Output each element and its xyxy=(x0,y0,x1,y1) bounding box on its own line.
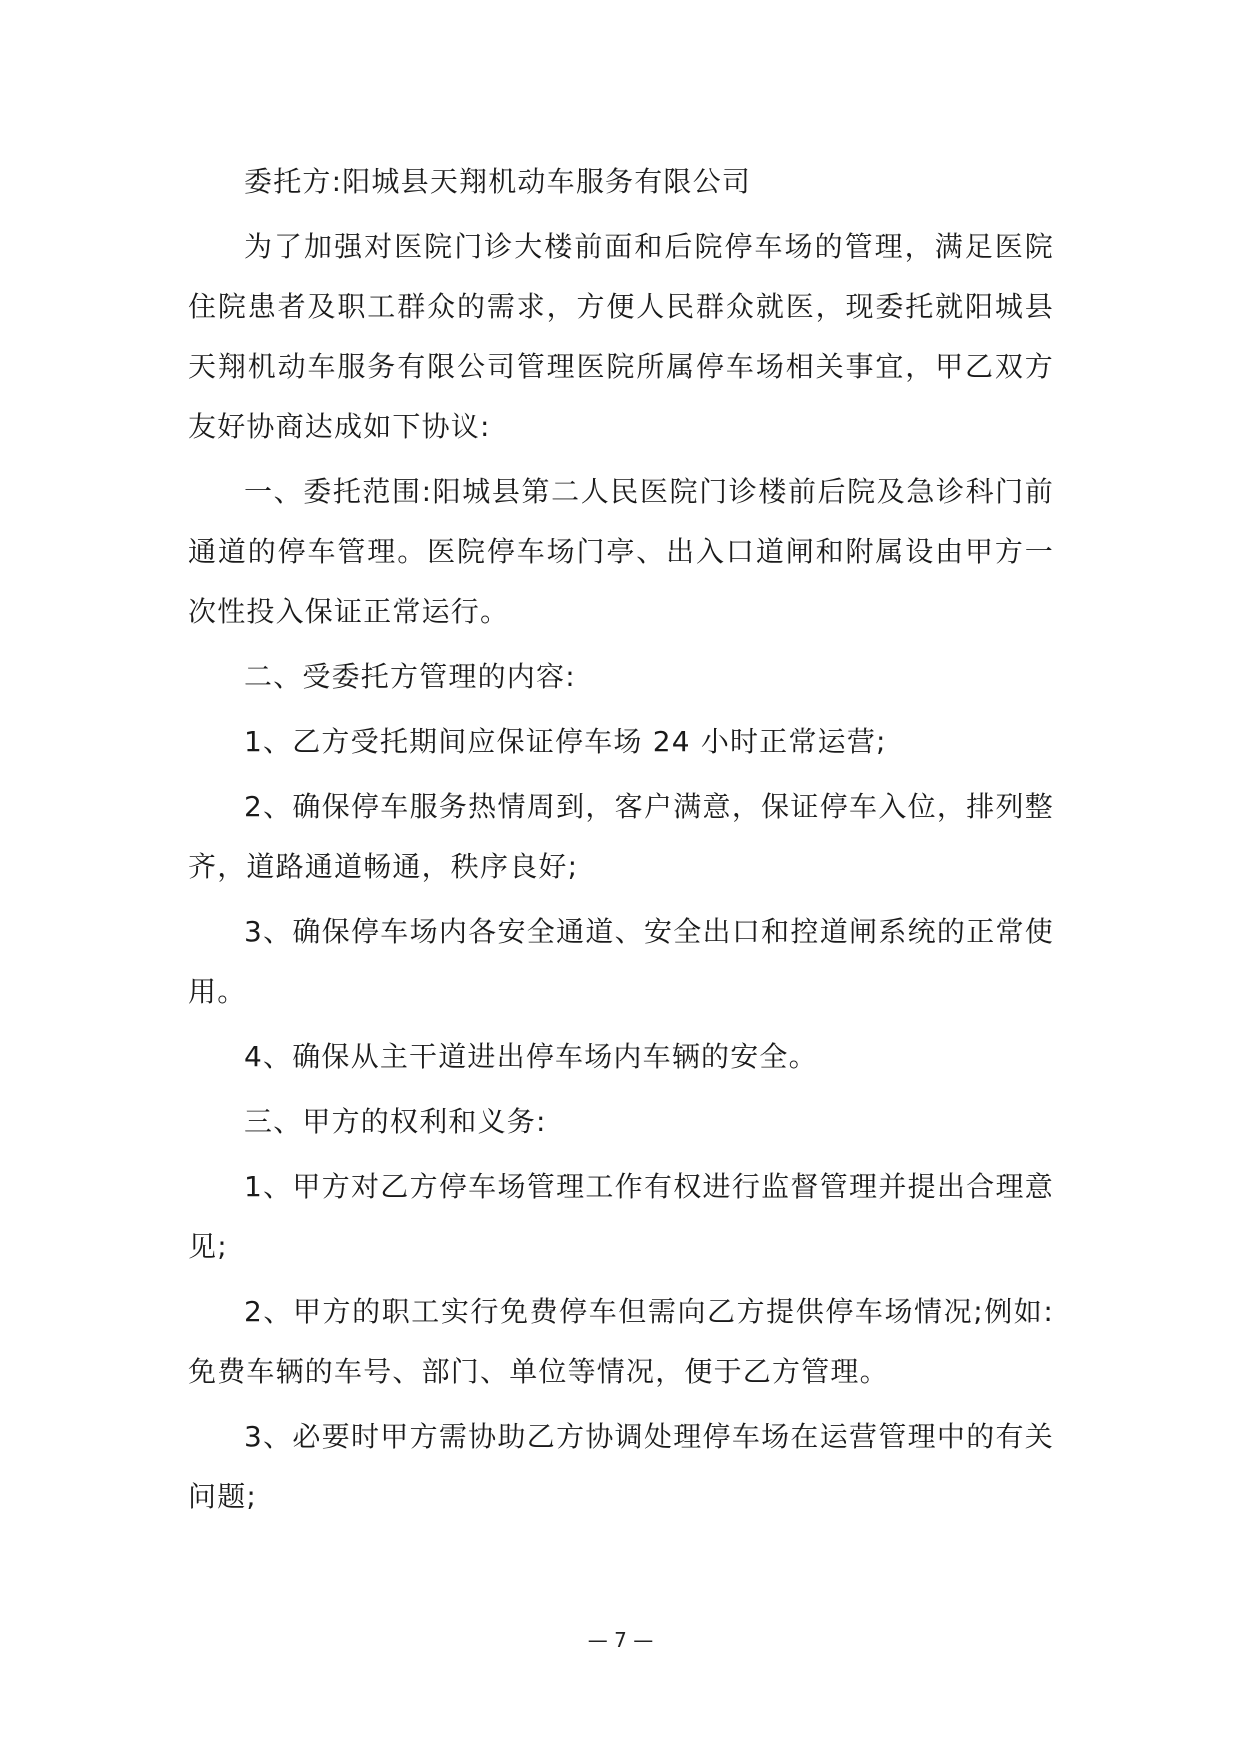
paragraph-principal: 委托方:阳城县天翔机动车服务有限公司 xyxy=(244,165,752,198)
list-item: 1、甲方对乙方停车场管理工作有权进行监督管理并提出合理意见; xyxy=(188,1170,1054,1263)
list-item: 2、确保停车服务热情周到，客户满意，保证停车入位，排列整齐，道路通道畅通，秩序良好; xyxy=(188,790,1054,883)
list-item: 3、必要时甲方需协助乙方协调处理停车场在运营管理中的有关问题; xyxy=(188,1420,1054,1513)
section-heading-party-a-rights: 三、甲方的权利和义务: xyxy=(244,1105,547,1138)
section-heading-management-content: 二、受委托方管理的内容: xyxy=(244,660,576,693)
paragraph-scope: 一、委托范围:阳城县第二人民医院门诊楼前后院及急诊科门前通道的停车管理。医院停车场门亭、出入口道闸和附属设由甲方一次性投入保证正常运行。 xyxy=(188,475,1054,628)
paragraph-preamble: 为了加强对医院门诊大楼前面和后院停车场的管理，满足医院住院患者及职工群众的需求，方便人民群众就医，现委托就阳城县天翔机动车服务有限公司管理医院所属停车场相关事宜，甲乙双方友好协商达成如下协议: xyxy=(188,230,1054,443)
list-item: 4、确保从主干道进出停车场内车辆的安全。 xyxy=(244,1040,818,1073)
list-item: 1、乙方受托期间应保证停车场 24 小时正常运营; xyxy=(244,725,887,758)
page-number: — 7 — xyxy=(587,1628,654,1652)
list-item: 2、甲方的职工实行免费停车但需向乙方提供停车场情况;例如:免费车辆的车号、部门、单位等情况，便于乙方管理。 xyxy=(188,1295,1054,1388)
list-item: 3、确保停车场内各安全通道、安全出口和控道闸系统的正常使用。 xyxy=(188,915,1054,1008)
document-body xyxy=(188,152,1054,1532)
